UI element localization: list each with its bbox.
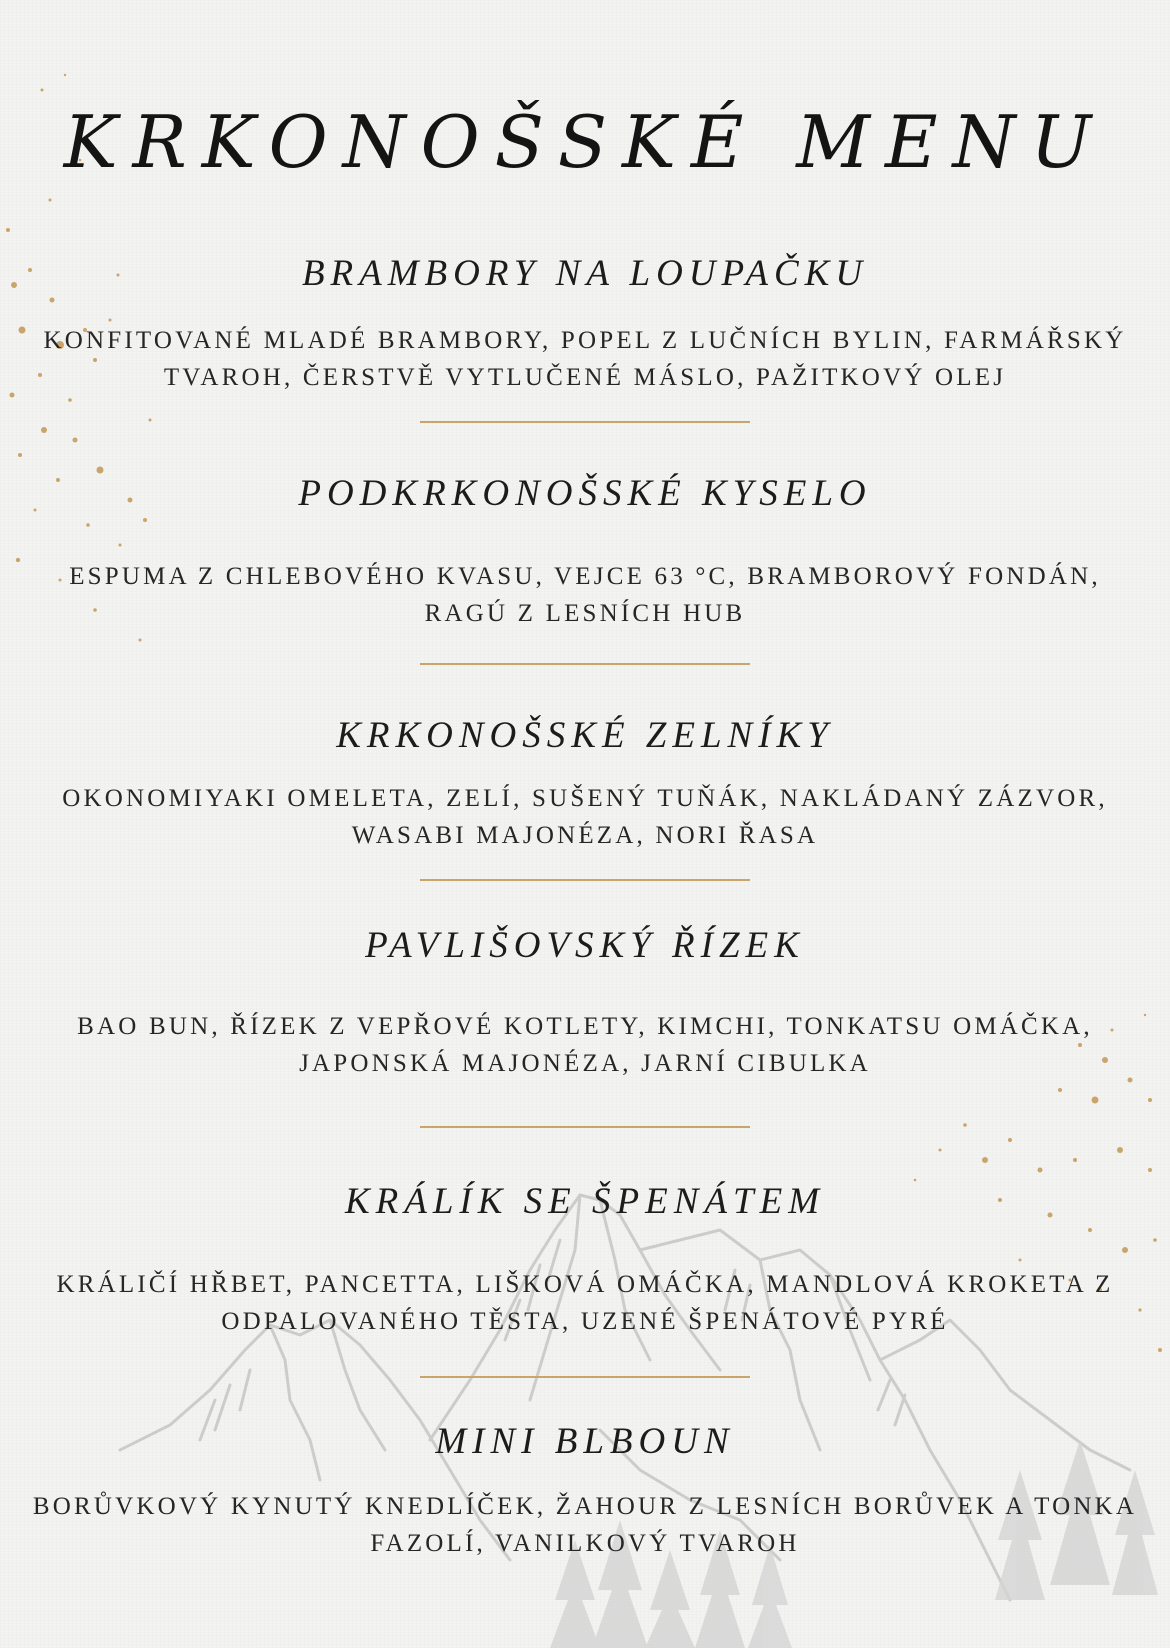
gold-divider bbox=[420, 421, 750, 423]
dish-description-line: WASABI MAJONÉZA, NORI ŘASA bbox=[351, 822, 819, 849]
dish-description bbox=[20, 322, 1150, 396]
dish-name: PAVLIŠOVSKÝ ŘÍZEK bbox=[365, 925, 805, 966]
dish-description-line: ESPUMA Z CHLEBOVÉHO KVASU, VEJCE 63 °C, BRAMBOROVÝ FONDÁN, bbox=[69, 563, 1101, 590]
dish-description-line: BAO BUN, ŘÍZEK Z VEPŘOVÉ KOTLETY, KIMCHI, TONKATSU OMÁČKA, bbox=[77, 1013, 1093, 1040]
dish-name: KRÁLÍK SE ŠPENÁTEM bbox=[344, 1181, 826, 1222]
dish-name: BRAMBORY NA LOUPAČKU bbox=[301, 253, 869, 294]
dish-description bbox=[20, 558, 1150, 632]
dish-name: PODKRKONOŠSKÉ KYSELO bbox=[298, 473, 872, 514]
dish-description-line: FAZOLÍ, VANILKOVÝ TVAROH bbox=[370, 1530, 800, 1557]
dish-description bbox=[20, 1488, 1150, 1562]
gold-divider bbox=[420, 1126, 750, 1128]
dish-description-line: KRÁLIČÍ HŘBET, PANCETTA, LIŠKOVÁ OMÁČKA, MANDLOVÁ KROKETA Z bbox=[56, 1271, 1114, 1298]
gold-divider bbox=[420, 879, 750, 881]
dish-description-line: RAGÚ Z LESNÍCH HUB bbox=[424, 600, 746, 627]
dish-description-line: JAPONSKÁ MAJONÉZA, JARNÍ CIBULKA bbox=[299, 1050, 871, 1077]
dish-description bbox=[20, 1008, 1150, 1082]
dish-name: KRKONOŠSKÉ ZELNÍKY bbox=[336, 715, 834, 756]
dish-description-line: KONFITOVANÉ MLADÉ BRAMBORY, POPEL Z LUČNÍCH BYLIN, FARMÁŘSKÝ bbox=[43, 327, 1127, 354]
dish-description-line: TVAROH, ČERSTVĚ VYTLUČENÉ MÁSLO, PAŽITKOVÝ OLEJ bbox=[163, 364, 1007, 391]
dish-name: MINI BLBOUN bbox=[435, 1421, 735, 1462]
gold-divider bbox=[420, 663, 750, 665]
dish-description-line: BORŮVKOVÝ KYNUTÝ KNEDLÍČEK, ŽAHOUR Z LESNÍCH BORŮVEK A TONKA bbox=[32, 1493, 1138, 1520]
menu-title: KRKONOŠSKÉ MENU bbox=[63, 100, 1107, 184]
dish-description bbox=[20, 780, 1150, 854]
dish-description bbox=[20, 1266, 1150, 1340]
gold-divider bbox=[420, 1376, 750, 1378]
dish-description-line: OKONOMIYAKI OMELETA, ZELÍ, SUŠENÝ TUŇÁK, NAKLÁDANÝ ZÁZVOR, bbox=[62, 785, 1108, 812]
dish-description-line: ODPALOVANÉHO TĚSTA, UZENÉ ŠPENÁTOVÉ PYRÉ bbox=[221, 1308, 949, 1335]
